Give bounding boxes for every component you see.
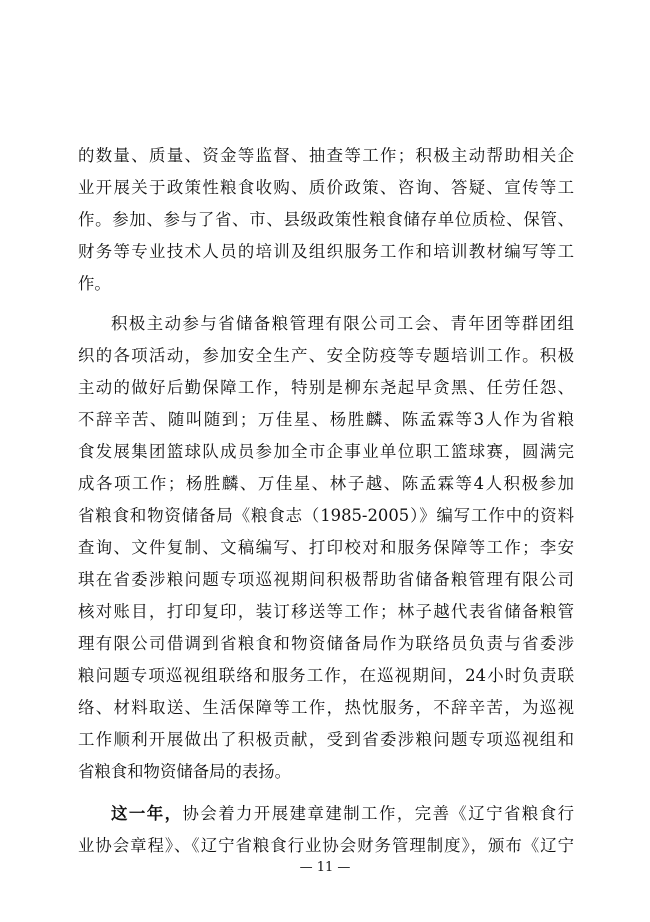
text-line: 粮问题专项巡视组联络和服务工作，在巡视期间，24小时负责联 (78, 666, 574, 685)
text-line: 络、材料取送、生活保障等工作，热忱服务，不辞辛苦，为巡视 (78, 698, 574, 717)
text-line: 食发展集团篮球队成员参加全市企事业单位职工篮球赛，圆满完 (78, 442, 574, 461)
text-line: 省粮食和物资储备局《粮食志（1985-2005）》编写工作中的资料 (78, 506, 574, 525)
text-line: 成各项工作；杨胜麟、万佳星、林子越、陈孟霖等4人积极参加 (78, 474, 574, 493)
text-line: 积极主动参与省储备粮管理有限公司工会、青年团等群团组 (111, 314, 574, 333)
text-line: 不辞辛苦、随叫随到；万佳星、杨胜麟、陈孟霖等3人作为省粮 (78, 410, 574, 429)
text-line: 工作顺利开展做出了积极贡献，受到省委涉粮问题专项巡视组和 (78, 730, 574, 749)
paragraph-gap (78, 300, 574, 308)
text-line: 的数量、质量、资金等监督、抽查等工作；积极主动帮助相关企 (78, 146, 574, 165)
text-line: 琪在省委涉粮问题专项巡视期间积极帮助省储备粮管理有限公司 (78, 570, 574, 589)
text-line: 作。 (78, 274, 111, 293)
page-number: — 11 — (299, 860, 351, 875)
document-body (78, 140, 574, 862)
text-line: 业开展关于政策性粮食收购、质价政策、咨询、答疑、宣传等工 (78, 178, 574, 197)
text-run: 协会着力开展建章建制工作，完善《辽宁省粮食行 (182, 804, 574, 823)
paragraph-2 (78, 308, 574, 788)
text-line: 织的各项活动，参加安全生产、安全防疫等专题培训工作。积极 (78, 346, 574, 365)
paragraph-1 (78, 140, 574, 300)
paragraph-gap (78, 788, 574, 798)
text-line (78, 798, 574, 830)
text-line: 主动的做好后勤保障工作，特别是柳东尧起早贪黑、任劳任怨、 (78, 378, 574, 397)
text-line: 查询、文件复制、文稿编写、打印校对和服务保障等工作；李安 (78, 538, 574, 557)
emphasis-lead: 这一年， (111, 804, 183, 823)
text-line: 业协会章程》、《辽宁省粮食行业协会财务管理制度》，颁布《辽宁 (78, 836, 574, 855)
text-line: 财务等专业技术人员的培训及组织服务工作和培训教材编写等工 (78, 242, 574, 261)
text-line: 理有限公司借调到省粮食和物资储备局作为联络员负责与省委涉 (78, 634, 574, 653)
text-line: 作。参加、参与了省、市、县级政策性粮食储存单位质检、保管、 (78, 210, 574, 229)
text-line: 核对账目，打印复印，装订移送等工作；林子越代表省储备粮管 (78, 602, 574, 621)
text-line: 省粮食和物资储备局的表扬。 (78, 762, 292, 781)
paragraph-3 (78, 798, 574, 862)
